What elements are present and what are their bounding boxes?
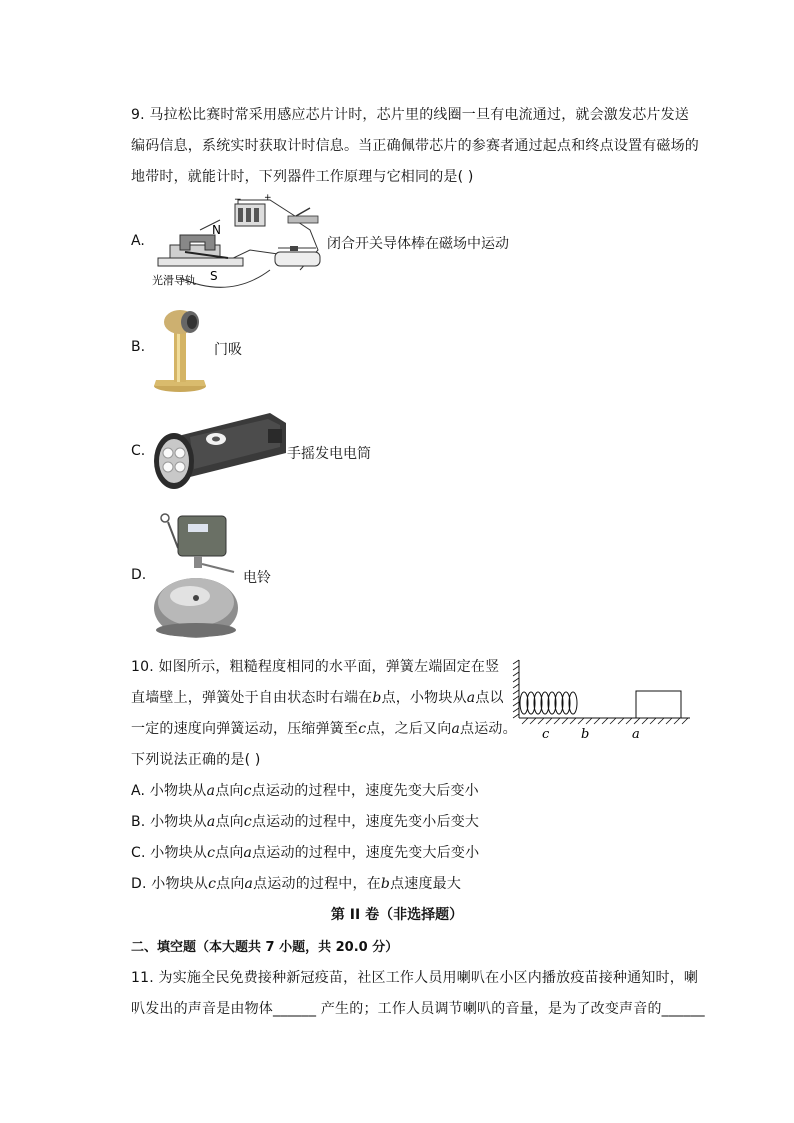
q9-line-1: 9. 马拉松比赛时常采用感应芯片计时，芯片里的线圈一旦有电流通过，就会激发芯片发送 xyxy=(131,107,690,123)
q10-line-2-part: 点以 xyxy=(475,690,504,706)
q9-option-c-label: 手摇发电电筒 xyxy=(287,446,371,462)
fill-in-section-heading: 二、填空题（本大题共 7 小题，共 20.0 分） xyxy=(131,940,399,955)
q10-option-a-text: 点向 xyxy=(215,783,244,799)
q11-line-1: 11. 为实施全民免费接种新冠疫苗，社区工作人员用喇叭在小区内播放疫苗接种通知时，喇 xyxy=(131,970,699,986)
hand-crank-flashlight-image xyxy=(150,405,290,493)
q10-option-c[interactable] xyxy=(131,842,479,862)
part-two-title: 第 II 卷（非选择题） xyxy=(330,907,464,923)
electric-bell-image xyxy=(150,508,242,643)
q10-option-b[interactable] xyxy=(131,811,479,831)
q10-option-d-text: 点向 xyxy=(216,876,245,892)
label-a: a xyxy=(632,727,640,742)
block xyxy=(636,691,681,718)
q10-line-3-part: 一定的速度向弹簧运动，压缩弹簧至 xyxy=(131,721,359,737)
q10-line-1 xyxy=(131,656,499,676)
magnet-n-label: N xyxy=(212,223,221,237)
point-c-ref: c xyxy=(208,876,217,892)
point-c-ref: c xyxy=(243,814,252,830)
rail-label: 光滑导轨 xyxy=(152,274,196,287)
q10-option-c-text: C. 小物块从 xyxy=(131,845,208,861)
battery-plus-label: + xyxy=(264,193,272,203)
q10-option-d[interactable] xyxy=(131,873,461,893)
q10-option-d-text: 点运动的过程中，在 xyxy=(253,876,381,892)
q9-line-2: 编码信息，系统实时获取计时信息。当正确佩带芯片的参赛者通过起点和终点设置有磁场的 xyxy=(131,138,699,154)
battery-minus-label: − xyxy=(234,195,242,205)
q10-line-2-part: 点，小物块从 xyxy=(381,690,467,706)
q9-option-c-letter[interactable]: C. xyxy=(131,443,146,459)
point-c-ref: c xyxy=(207,845,216,861)
label-b: b xyxy=(581,727,590,742)
door-stopper-image xyxy=(150,302,210,394)
spring xyxy=(520,692,577,714)
point-c-ref: c xyxy=(243,783,252,799)
point-a-ref: a xyxy=(206,814,216,830)
point-a-ref: a xyxy=(244,876,254,892)
label-c: c xyxy=(542,727,550,742)
q10-option-a-text: A. 小物块从 xyxy=(131,783,207,799)
point-a-ref: a xyxy=(466,690,476,706)
q10-option-b-text: 点运动的过程中，速度先变小后变大 xyxy=(251,814,480,830)
magnet-s-label: S xyxy=(210,269,218,283)
q10-line-1-text: 10. 如图所示，粗糙程度相同的水平面，弹簧左端固定在竖 xyxy=(131,659,500,675)
point-b-ref: b xyxy=(380,876,391,892)
q10-line-4 xyxy=(131,749,261,769)
q9-option-d-letter[interactable]: D. xyxy=(131,567,147,583)
point-a-ref: a xyxy=(451,721,460,737)
q10-option-b-text: B. 小物块从 xyxy=(131,814,207,830)
point-a-ref: a xyxy=(206,783,216,799)
q9-line-3: 地带时，就能计时，下列器件工作原理与它相同的是( ) xyxy=(131,169,474,185)
q10-option-c-text: 点向 xyxy=(215,845,244,861)
q10-option-b-text: 点向 xyxy=(215,814,244,830)
q10-line-4-text: 下列说法正确的是( ) xyxy=(131,752,261,768)
q10-option-d-text: D. 小物块从 xyxy=(131,876,209,892)
wall-hatching xyxy=(513,660,519,718)
q9-option-a-label: 闭合开关导体棒在磁场中运动 xyxy=(327,236,509,252)
electromagnetic-induction-diagram xyxy=(150,190,330,290)
q11-line-2: 叭发出的声音是由物体______ 产生的；工作人员调节喇叭的音量，是为了改变声音的______ xyxy=(131,1001,705,1017)
q10-option-c-text: 点运动的过程中，速度先变大后变小 xyxy=(252,845,480,861)
point-b-ref: b xyxy=(372,690,382,706)
point-c-ref: c xyxy=(358,721,367,737)
q10-line-3-part: 点运动。 xyxy=(460,721,517,737)
q10-line-2 xyxy=(131,687,504,707)
floor-hatching xyxy=(522,718,688,724)
q9-option-b-letter[interactable]: B. xyxy=(131,339,146,355)
q9-option-d-label: 电铃 xyxy=(243,570,271,586)
q10-line-3 xyxy=(131,718,517,738)
spring-block-figure xyxy=(510,656,692,742)
q10-option-a[interactable] xyxy=(131,780,479,800)
q10-option-d-text: 点速度最大 xyxy=(390,876,462,892)
q9-option-b-label: 门吸 xyxy=(214,342,242,358)
point-a-ref: a xyxy=(243,845,253,861)
q9-option-a-letter[interactable]: A. xyxy=(131,233,145,249)
q10-line-3-part: 点，之后又向 xyxy=(366,721,452,737)
q10-line-2-part: 直墙壁上，弹簧处于自由状态时右端在 xyxy=(131,690,373,706)
q10-option-a-text: 点运动的过程中，速度先变大后变小 xyxy=(251,783,479,799)
